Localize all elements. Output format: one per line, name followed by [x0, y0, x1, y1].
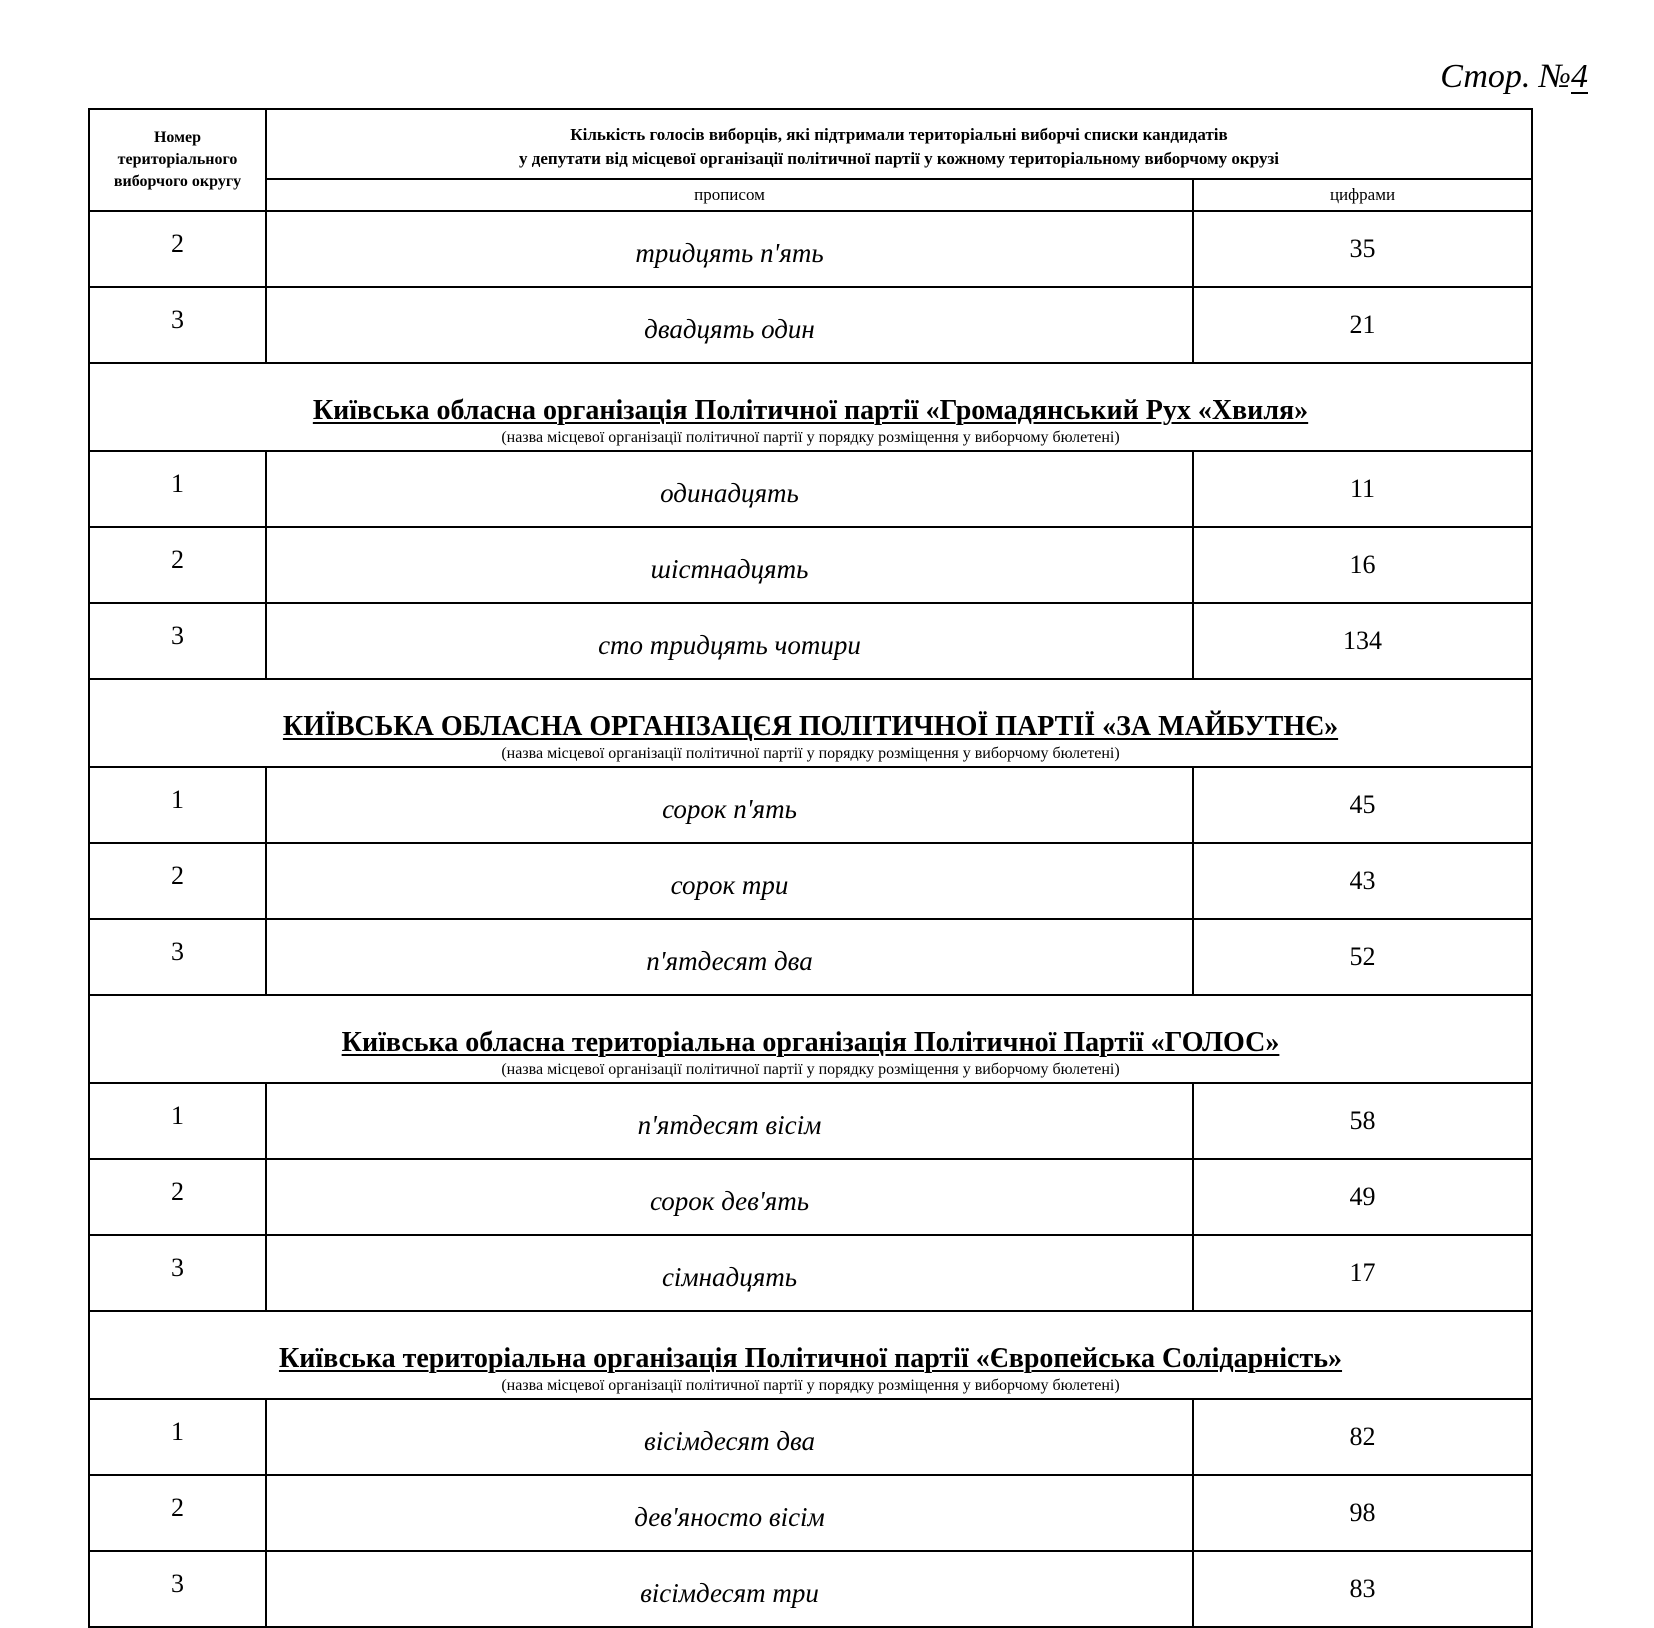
- district-number-cell: 2: [89, 211, 266, 287]
- results-table-body: [89, 109, 1532, 1627]
- table-row: [89, 767, 1532, 843]
- in-digits-column-header: цифрами: [1193, 179, 1532, 211]
- party-note: (назва місцевої організації політичної партії у порядку розміщення у виборчому бюлетені): [501, 429, 1120, 446]
- district-number-cell: 3: [89, 919, 266, 995]
- votes-in-digits-cell: 83: [1193, 1551, 1532, 1627]
- table-row: [89, 1083, 1532, 1159]
- district-number-cell: 2: [89, 843, 266, 919]
- district-number-cell: 2: [89, 527, 266, 603]
- votes-header-line-2: у депутати від місцевої організації політичної партії у кожному територіальному виборчому окрузі: [519, 149, 1280, 168]
- header-row: [89, 109, 1532, 179]
- votes-in-words-cell: сімнадцять: [266, 1235, 1193, 1311]
- votes-in-words-cell: сорок п'ять: [266, 767, 1193, 843]
- district-column-header-text: Номер територіального виборчого округу: [113, 129, 242, 190]
- table-row: [89, 211, 1532, 287]
- party-note: (назва місцевої організації політичної партії у порядку розміщення у виборчому бюлетені): [501, 1061, 1120, 1078]
- page-number-label: Стор. №: [1440, 58, 1571, 95]
- district-number-cell: 3: [89, 287, 266, 363]
- votes-in-digits-cell: 11: [1193, 451, 1532, 527]
- district-column-header: [89, 109, 266, 211]
- votes-in-words-cell: вісімдесят три: [266, 1551, 1193, 1627]
- table-row: [89, 1235, 1532, 1311]
- votes-in-words-cell: п'ятдесят вісім: [266, 1083, 1193, 1159]
- party-row: [89, 363, 1532, 451]
- subheader-row: [89, 179, 1532, 211]
- district-number-cell: 3: [89, 1235, 266, 1311]
- page-number: [1348, 58, 1588, 96]
- votes-in-words-cell: сорок три: [266, 843, 1193, 919]
- votes-in-digits-cell: 17: [1193, 1235, 1532, 1311]
- votes-in-words-cell: двадцять один: [266, 287, 1193, 363]
- votes-in-digits-cell: 134: [1193, 603, 1532, 679]
- party-name: Київська обласна територіальна організація Політичної Партії «ГОЛОС»: [341, 1027, 1280, 1058]
- results-table: [88, 108, 1533, 1628]
- party-cell: [89, 1311, 1532, 1399]
- votes-in-words-cell: сто тридцять чотири: [266, 603, 1193, 679]
- votes-in-digits-cell: 52: [1193, 919, 1532, 995]
- votes-in-digits-cell: 35: [1193, 211, 1532, 287]
- votes-in-words-cell: одинадцять: [266, 451, 1193, 527]
- party-cell: [89, 995, 1532, 1083]
- votes-in-words-cell: дев'яносто вісім: [266, 1475, 1193, 1551]
- votes-in-words-cell: тридцять п'ять: [266, 211, 1193, 287]
- table-row: [89, 919, 1532, 995]
- table-row: [89, 451, 1532, 527]
- party-row: [89, 995, 1532, 1083]
- table-row: [89, 527, 1532, 603]
- votes-in-digits-cell: 45: [1193, 767, 1532, 843]
- votes-in-digits-cell: 16: [1193, 527, 1532, 603]
- votes-in-digits-cell: 49: [1193, 1159, 1532, 1235]
- votes-in-digits-cell: 82: [1193, 1399, 1532, 1475]
- party-note: (назва місцевої організації політичної партії у порядку розміщення у виборчому бюлетені): [501, 745, 1120, 762]
- table-row: [89, 603, 1532, 679]
- party-name: Київська територіальна організація Політичної партії «Європейська Солідарність»: [278, 1343, 1343, 1374]
- party-row: [89, 679, 1532, 767]
- votes-in-words-cell: сорок дев'ять: [266, 1159, 1193, 1235]
- district-number-cell: 1: [89, 1083, 266, 1159]
- party-cell: [89, 679, 1532, 767]
- votes-in-words-cell: шістнадцять: [266, 527, 1193, 603]
- district-number-cell: 3: [89, 603, 266, 679]
- district-number-cell: 2: [89, 1159, 266, 1235]
- party-name: КИЇВСЬКА ОБЛАСНА ОРГАНІЗАЦЄЯ ПОЛІТИЧНОЇ ПАРТІЇ «ЗА МАЙБУТНЄ»: [282, 711, 1339, 742]
- party-note: (назва місцевої організації політичної партії у порядку розміщення у виборчому бюлетені): [501, 1377, 1120, 1394]
- district-number-cell: 1: [89, 451, 266, 527]
- in-words-column-header: прописом: [266, 179, 1193, 211]
- table-row: [89, 843, 1532, 919]
- party-row: [89, 1311, 1532, 1399]
- district-number-cell: 3: [89, 1551, 266, 1627]
- party-name: Київська обласна організація Політичної партії «Громадянський Рух «Хвиля»: [312, 395, 1309, 426]
- table-row: [89, 287, 1532, 363]
- district-number-cell: 1: [89, 1399, 266, 1475]
- votes-in-digits-cell: 43: [1193, 843, 1532, 919]
- votes-in-words-cell: вісімдесят два: [266, 1399, 1193, 1475]
- votes-header-line-1: Кількість голосів виборців, які підтримали територіальні виборчі списки кандидатів: [570, 125, 1228, 144]
- votes-in-digits-cell: 21: [1193, 287, 1532, 363]
- votes-column-header: [266, 109, 1532, 179]
- votes-in-digits-cell: 98: [1193, 1475, 1532, 1551]
- page-number-value: 4: [1571, 58, 1588, 95]
- party-cell: [89, 363, 1532, 451]
- district-number-cell: 1: [89, 767, 266, 843]
- table-row: [89, 1159, 1532, 1235]
- table-row: [89, 1399, 1532, 1475]
- votes-in-digits-cell: 58: [1193, 1083, 1532, 1159]
- table-row: [89, 1475, 1532, 1551]
- votes-in-words-cell: п'ятдесят два: [266, 919, 1193, 995]
- district-number-cell: 2: [89, 1475, 266, 1551]
- table-row: [89, 1551, 1532, 1627]
